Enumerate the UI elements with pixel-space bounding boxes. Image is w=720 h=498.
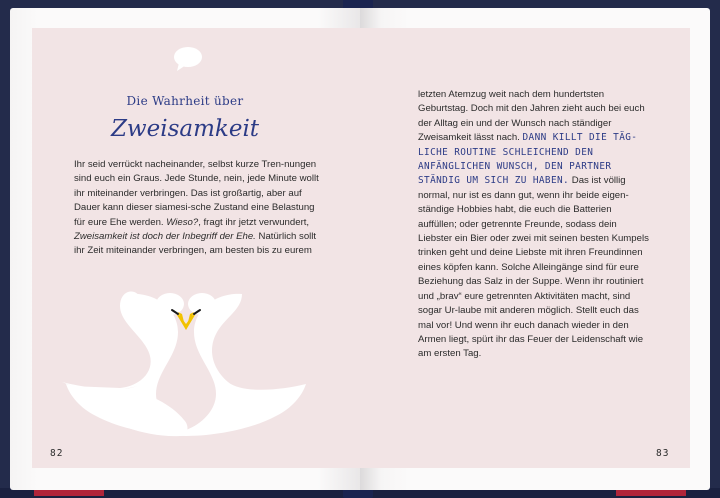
left-text-1: Ihr seid verrückt nacheinander, selbst kurze Tren-nungen sind euch ein Graus. Jede Stunde, nein, jede Minute wollt ihr miteinander verbringen. Das ist großartig, aber auf Dauer kann dieser siamesi-sche Zustand eine Belastung für eure Ehe werden. [74,159,319,228]
highlight-quote: DANN KILLT DIE TÄG-LICHE ROUTINE SCHLEICHEND DEN ANFÄNGLICHEN WUNSCH, DEN PARTNER STÄNDIG UM SICH ZU HABEN. [418,132,638,187]
right-text-2: Das ist völlig normal, nur ist es dann gut, wenn ihr beide eigen-ständige Hobbies habt, die euch die Batterien auffüllen; oder getrennte Freunde, sodass dein Liebster ein Bier oder zwei mit seinen besten Kumpels trinken geht und deine Liebste mit ihren Freundinnen eines köpfen kann. Solche Alleingänge sind für eure Beziehung das Salz in der Suppe. Wenn ihr routiniert und „brav“ eure getrennten Aktivitäten macht, sind sogar Ur-laube mit anderen möglich. Stellt euch das mal vor! Und wenn ihr euch danach wieder in den Armen liegt, spürt ihr das Feuer der Leidenschaft wie am ersten Tag. [418,175,649,360]
heading-large: Zweisamkeit [110,116,260,142]
swans-illustration [60,290,312,440]
left-paragraph [74,158,320,259]
left-page [10,8,360,490]
speech-bubble-icon [172,46,204,72]
page-number-right: 83 [656,448,670,459]
left-italic-1: Wieso? [166,216,199,228]
left-body-text [74,158,320,259]
heading-small: Die Wahrheit über [126,94,244,108]
right-paragraph [418,88,650,362]
right-body-text [418,88,650,362]
left-text-3: Natürlich sollt ihr Zeit miteinander verbringen, am besten bis zu eurem [74,231,317,257]
left-italic-2: Zweisamkeit ist doch der Inbegriff der Ehe. [74,231,256,243]
right-page [360,8,710,490]
page-number-left: 82 [50,448,64,459]
left-text-2: , fragt ihr jetzt verwundert, [198,216,310,228]
right-text-1: letzten Atemzug weit nach dem hundertsten Geburtstag. Doch mit den Jahren zieht auch bei euch der Alltag ein und der Wunsch nach ständiger Zweisamkeit lässt nach. [418,89,645,144]
